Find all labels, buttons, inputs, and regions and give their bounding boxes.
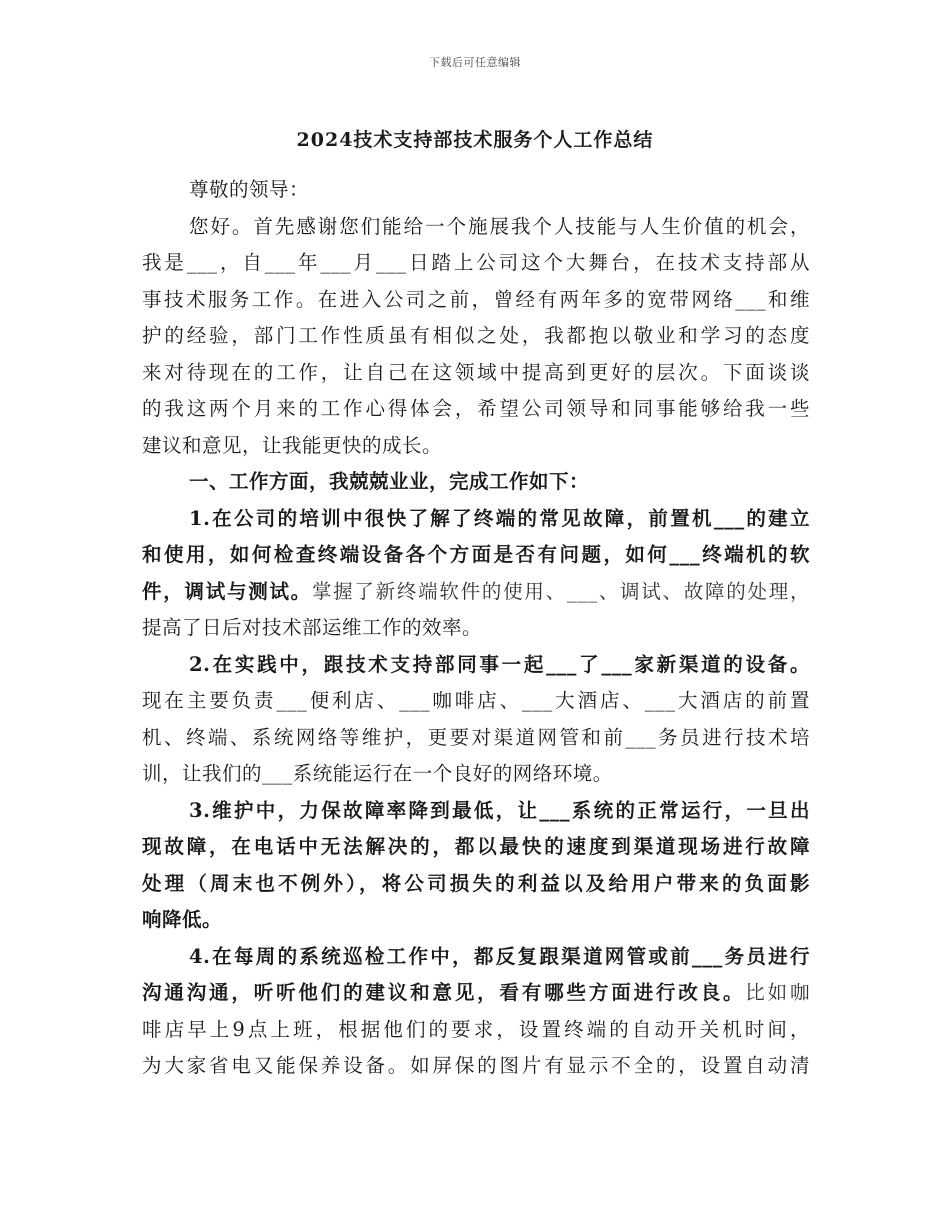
list-item-line	[142, 866, 810, 903]
list-item-line	[142, 829, 810, 866]
paragraph-line	[142, 428, 810, 465]
text-segment: 啡店早上9点上班，根据他们的要求，设置终端的自动开关机时间，	[142, 1017, 810, 1041]
text-segment: 3.维护中，力保故障率降到最低，让___系统的正常运行，一旦出	[189, 798, 810, 822]
document-body	[142, 172, 810, 1085]
list-item-line	[142, 939, 810, 976]
text-segment: 机、终端、系统网络等维护，更要对渠道网管和前___务员进行技术培	[142, 725, 810, 749]
text-segment: 的我这两个月来的工作心得体会，希望公司领导和同事能够给我一些	[142, 397, 810, 420]
list-item-line	[142, 683, 810, 720]
list-item-line	[142, 537, 810, 574]
list-item-line	[142, 793, 810, 830]
text-segment: 1.在公司的培训中很快了解了终端的常见故障，前置机___的建立	[189, 506, 810, 530]
list-item-line	[142, 720, 810, 757]
text-segment: 提高了日后对技术部运维工作的效率。	[142, 616, 483, 639]
text-segment: 来对待现在的工作，让自己在这领域中提高到更好的层次。下面谈谈	[142, 360, 810, 384]
text-segment: 现在主要负责___便利店、___咖啡店、___大酒店、___大酒店的前置	[142, 689, 810, 712]
text-segment: 处理（周末也不例外），将公司损失的利益以及给用户带来的负面影	[142, 871, 810, 895]
text-segment: 现故障，在电话中无法解决的，都以最快的速度到渠道现场进行故障	[142, 835, 810, 858]
list-item-line	[142, 1048, 810, 1085]
paragraph-line	[142, 282, 810, 319]
text-segment: 护的经验，部门工作性质虽有相似之处，我都抱以敬业和学习的态度	[142, 324, 810, 347]
text-segment: 为大家省电又能保养设备。如屏保的图片有显示不全的，设置自动清	[142, 1054, 810, 1077]
text-segment: 和使用，如何检查终端设备各个方面是否有问题，如何___终端机的软	[142, 543, 810, 566]
paragraph-line	[142, 355, 810, 392]
text-segment: 4.在每周的系统巡检工作中，都反复跟渠道网管或前___务员进行	[189, 944, 810, 968]
document-title: 2024技术支持部技术服务个人工作总结	[296, 129, 654, 151]
list-item-line	[142, 975, 810, 1012]
text-segment: 2.在实践中，跟技术支持部同事一起___了___家新渠道的设备。	[189, 652, 810, 676]
list-item-line	[142, 902, 810, 939]
list-item-line	[142, 610, 810, 647]
text-segment: 比如咖	[745, 981, 810, 1004]
paragraph-line	[142, 318, 810, 355]
text-segment: 尊敬的领导：	[189, 178, 310, 201]
text-segment: 事技术服务工作。在进入公司之前，曾经有两年多的宽带网络___和维	[142, 287, 810, 311]
list-item-line	[142, 1012, 810, 1049]
text-segment: 响降低。	[142, 908, 223, 931]
text-segment: 一、工作方面，我兢兢业业，完成工作如下：	[189, 470, 590, 493]
list-item-line	[142, 501, 810, 538]
text-segment: 我是___，自___年___月___日踏上公司这个大舞台，在技术支持部从	[142, 251, 810, 274]
list-item-line	[142, 574, 810, 611]
paragraph-line	[142, 391, 810, 428]
text-segment: 建议和意见，让我能更快的成长。	[142, 433, 443, 457]
text-segment: 您好。首先感谢您们能给一个施展我个人技能与人生价值的机会，	[189, 214, 810, 238]
text-segment: 掌握了新终端软件的使用、___、调试、故障的处理，	[311, 579, 810, 603]
text-segment-bold: 件，调试与测试。	[142, 579, 312, 603]
list-item-line	[142, 756, 810, 793]
paragraph-line	[142, 245, 810, 282]
section-heading	[142, 464, 810, 501]
page-header-note: 下载后可任意编辑	[429, 56, 521, 69]
salutation-line	[142, 172, 810, 209]
text-segment: 训，让我们的___系统能运行在一个良好的网络环境。	[142, 762, 613, 785]
paragraph-line	[142, 209, 810, 246]
list-item-line	[142, 647, 810, 684]
text-segment-bold: 沟通沟通，听听他们的建议和意见，看有哪些方面进行改良。	[142, 981, 746, 1004]
